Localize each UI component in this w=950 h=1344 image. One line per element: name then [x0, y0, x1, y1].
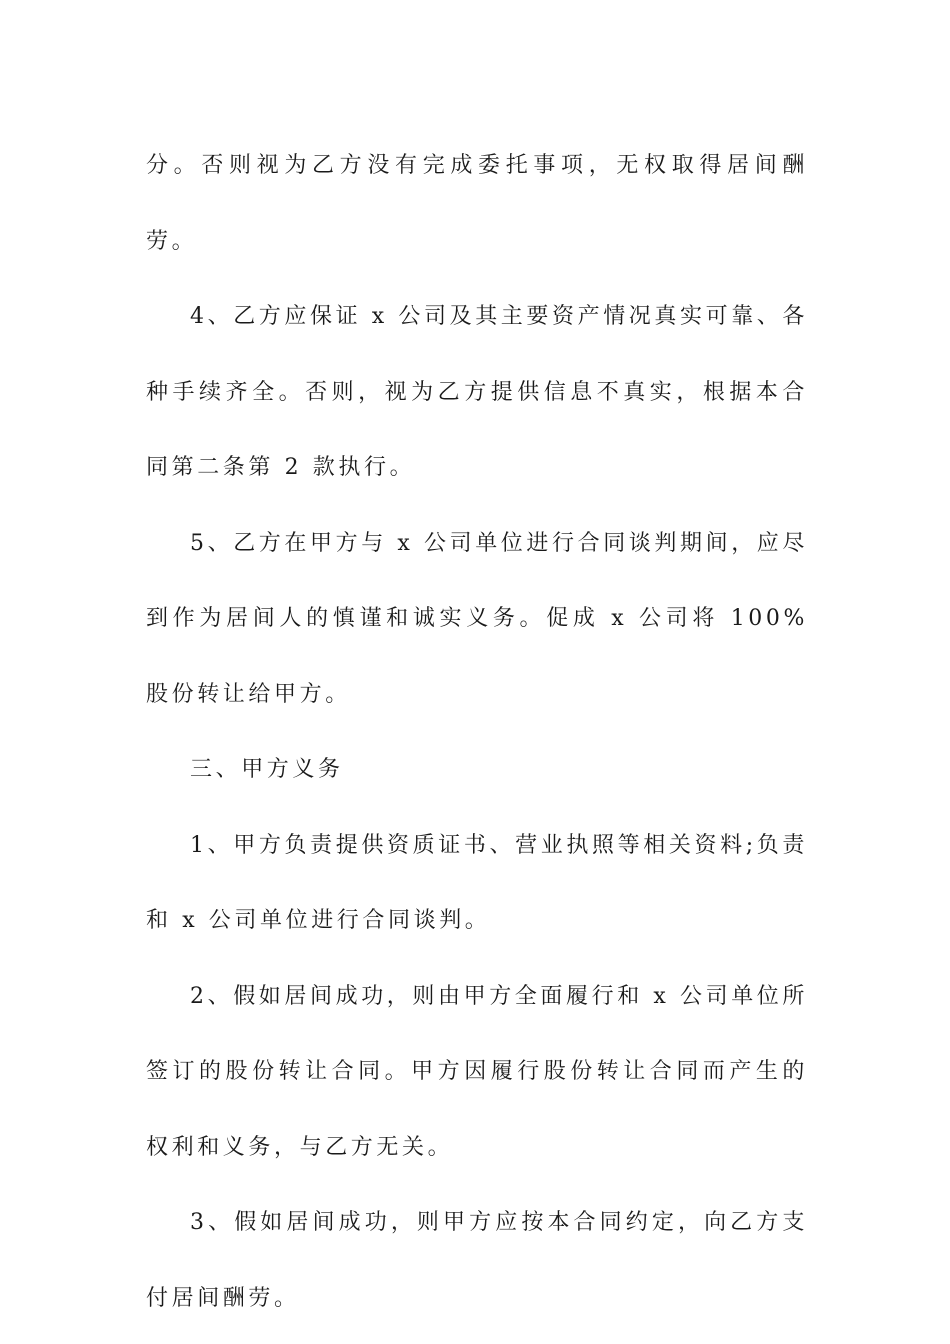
section-heading-party-a-obligations: 三、甲方义务 — [190, 757, 344, 782]
document-body — [146, 128, 808, 1336]
paragraph-clause-4: 4、乙方应保证 x 公司及其主要资产情况真实可靠、各种手续齐全。否则，视为乙方提供信息不真实，根据本合同第二条第 2 款执行。 — [146, 304, 808, 480]
paragraph-clause-5: 5、乙方在甲方与 x 公司单位进行合同谈判期间，应尽到作为居间人的慎谨和诚实义务。促成 x 公司将 100%股份转让给甲方。 — [146, 530, 808, 707]
paragraph-clause-2: 2、假如居间成功，则由甲方全面履行和 x 公司单位所签订的股份转让合同。甲方因履行股份转让合同而产生的权利和义务，与乙方无关。 — [146, 983, 808, 1160]
paragraph-clause-3: 3、假如居间成功，则甲方应按本合同约定，向乙方支付居间酬劳。 — [146, 1210, 808, 1311]
paragraph-clause-1: 1、甲方负责提供资质证书、营业执照等相关资料;负责和 x 公司单位进行合同谈判。 — [146, 832, 808, 933]
paragraph-continuation: 分。否则视为乙方没有完成委托事项，无权取得居间酬劳。 — [146, 153, 808, 254]
